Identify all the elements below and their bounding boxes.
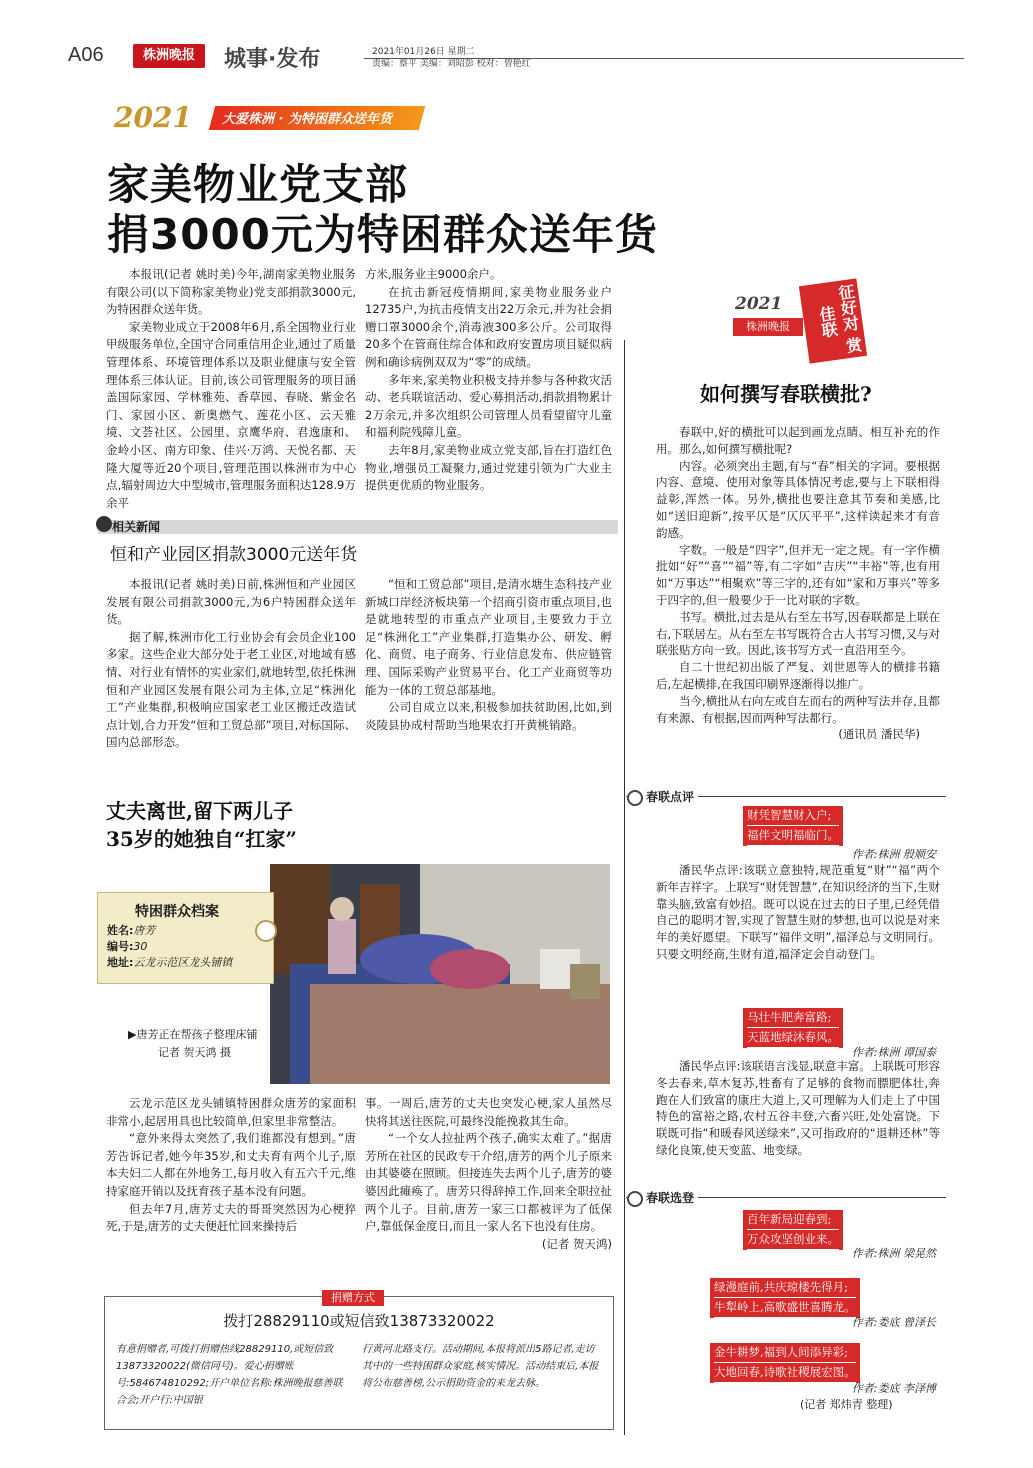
headline-line2: 捐3000元为特困群众送年货 — [107, 210, 658, 259]
couplet-1-author: 作者:株洲 梁晃然 — [851, 1247, 936, 1260]
donation-col1: 有意捐赠者,可拨打捐赠热线28829110,或短信致13873320022(微信同号)。爱心捐赠账号:584674810292;开户单位名称:株洲晚报慈善联合会;开户行:中国银 — [116, 1344, 343, 1406]
card-hole — [255, 920, 277, 942]
select-dot — [627, 1191, 643, 1207]
select-label: 春联选登 — [646, 1191, 695, 1205]
caption-credit: 记者 贺天鸿 摄 — [158, 1046, 231, 1059]
paragraph: 但去年7月,唐芳丈夫的哥哥突然因为心梗猝死,于是,唐芳的丈夫便赶忙回来操持后 — [106, 1201, 356, 1234]
paragraph: 当今,横批从右向左或自左而右的两种写法并存,且都有来源、有根据,因而两种写法都行。 — [656, 693, 940, 725]
related-news-dot — [96, 516, 112, 532]
related-col2 — [365, 576, 612, 734]
couplet-2 — [710, 1278, 860, 1318]
paragraph: 书写。横批,过去是从右至左书写,因春联都是上联在右,下联居左。从右至左书写既符合古人书写习惯,又与对联张贴方向一致。因此,该书写方式一直沿用至今。 — [656, 609, 940, 658]
card-name-label: 姓名: — [107, 924, 134, 937]
donation-main: 拨打28829110或短信致13873320022 — [223, 1312, 495, 1330]
paragraph: 事。一周后,唐芳的丈夫也突发心梗,家人虽然尽快将其送往医院,可最终没能挽救其生命。 — [365, 1096, 612, 1128]
side-logo-year: 2021 — [735, 294, 783, 314]
review-dot — [627, 790, 643, 806]
card-address-label: 地址: — [107, 956, 134, 969]
couplet-line: 牛犁岭上,高歌盛世喜腾龙。 — [714, 1298, 856, 1318]
side-article — [656, 424, 940, 743]
review1-couplet — [743, 806, 843, 846]
main-story-col2 — [365, 266, 612, 495]
donation-label: 捐赠方式 — [322, 1290, 384, 1306]
paragraph: 家美物业成立于2008年6月,系全国物业行业甲级服务单位,全国守合同重信用企业,通过了质量管理体系、环境管理体系以及职业健康与安全管理体系三体认证。目前,该公司管理服务的项目涵盖国际家园、学林雅苑、香草园、春晓、紫金名门、家园小区、新奥燃气、莲花小区、云天雅境、文荟社区、公园里、京鹰华府、君逸康和、金岭小区、南方印象、佳兴·万鸿、天悦名都、天隆大厦等近20个项目,管理范围以株洲市为中心点,辐射周边大中型城市,管理服务面积达128.9万余平 — [106, 319, 356, 510]
couplet-line: 百年新局迎春到; — [747, 1210, 839, 1230]
couplet-3 — [710, 1343, 860, 1383]
side-article-title: 如何撰写春联横批? — [700, 382, 872, 406]
story2-title-line2: 35岁的她独自“扛家” — [106, 827, 297, 851]
card-name-value: 唐芳 — [133, 924, 156, 937]
couplet-line: 天蓝地绿沐春风。 — [747, 1028, 839, 1048]
paragraph: 潘民华点评:该联语言浅显,联意丰富。上联既可形容冬去春来,草木复苏,牲畜有了足够的食物而膘肥体壮,奔跑在人们致富的康庄大道上,又可理解为人们走上了中国特色的富裕之路,农村五谷丰登,六畜兴旺,处处富饶。下联既可指“和暖春风送绿来”,又可指政府的“退耕还林”等绿化良策,使天变蓝、地变绿。 — [656, 1059, 940, 1157]
couplet-3-author: 作者:娄底 李泽博 — [851, 1382, 936, 1395]
select-tag — [627, 1189, 698, 1207]
card-id-label: 编号: — [107, 940, 134, 953]
paragraph: “意外来得太突然了,我们谁都没有想到。”唐芳告诉记者,她今年35岁,和丈夫育有两个儿子,原本夫妇二人都在外地务工,每月收入有五六千元,维持家庭开销以及抚育孩子基本没有问题。 — [106, 1131, 356, 1198]
card-title: 特困群众档案 — [135, 904, 219, 920]
paragraph: 字数。一般是“四字”,但并无一定之规。有一字作横批如“好”“喜”“福”等,有二字如“吉庆”“丰裕”等,也有用如“万事达”“相聚欢”等三字的,还有如“家和万事兴”等多于四字的,但一般要少于一比对联的字数。 — [656, 542, 940, 607]
related-col1 — [106, 576, 356, 752]
story-photo — [270, 864, 610, 1084]
bedroom-photo-illustration — [270, 864, 610, 1084]
side-article-credit: (通讯员 潘民华) — [838, 727, 920, 742]
date-line: 2021年01月26日 星期二 — [372, 47, 475, 57]
headline-line1: 家美物业党支部 — [107, 160, 409, 209]
sidebar-rule — [624, 340, 625, 1435]
review-label: 春联点评 — [646, 790, 695, 804]
paragraph: 据了解,株洲市化工行业协会有会员企业100多家。这些企业大部分处于老工业区,对地域有感情、对行业有情怀的实业家们,就地转型,依托株洲恒和产业园区发展有限公司为主体,立足“株洲化工”产业集群,积极响应国家老工业区搬迁改造试点计划,合力开发“恒和工贸总部”项目,对标国际、国内总部形态。 — [106, 629, 356, 750]
section-title: 城事·发布 — [224, 47, 321, 72]
review1-author: 作者:株洲 殷顺安 — [851, 848, 936, 861]
caption-text: ▶唐芳正在帮孩子整理床铺 — [128, 1028, 258, 1041]
card-name-row — [107, 922, 155, 938]
review2-comment — [656, 1058, 940, 1159]
couplet-1 — [743, 1210, 843, 1250]
card-address-row — [107, 954, 232, 970]
review-tag — [627, 788, 698, 806]
card-address-value: 云龙示范区龙头铺镇 — [133, 956, 233, 969]
donation-col2: 行黄河北路支行。活动期间,本报将派出5路记者,走访其中的一些特困群众家庭,核实情况。活动结束后,本报将公布慈善榜,公示捐助资金的来龙去脉。 — [362, 1344, 599, 1389]
couplet-line: 绿漫庭前,共庆琼楼先得月; — [714, 1278, 856, 1298]
editor-line: 责编：蔡平 美编：刘昭彭 校对：曾艳红 — [372, 59, 531, 69]
photo-caption — [128, 1026, 278, 1062]
review1-comment — [656, 862, 940, 963]
main-story-col1 — [106, 266, 356, 512]
banner-year: 2021 — [114, 101, 192, 134]
story2-credit: (记者 贺天鸿) — [541, 1236, 612, 1251]
paragraph: “恒和工贸总部”项目,是清水塘生态科技产业新城口岸经济板块第一个招商引资市重点项目,也是就地转型的市重点产业项目,主要致力于立足“株洲化工”产业集群,打造集办公、研发、孵化、商贸、电子商务、行业信息发布、供应链管理、国际采购产业贸易平台、化工产业商贸等功能为一体的工贸总部基地。 — [365, 577, 612, 697]
banner-slogan: 大爱株洲 · 为特困群众送年货 — [222, 112, 392, 127]
side-logo-text: 株洲晚报 — [733, 318, 803, 336]
paragraph: 云龙示范区龙头铺镇特困群众唐芳的家面积非常小,起居用具也比较简单,但家里非常整洁。 — [106, 1096, 356, 1128]
editor-credit: (记者 郑炜青 整理) — [800, 1398, 893, 1411]
couplet-line: 金牛耕梦,福到人间添异彩; — [714, 1343, 856, 1363]
paper-logo: 株洲晚报 — [133, 44, 205, 68]
related-news-headline: 恒和产业园区捐款3000元送年货 — [110, 545, 358, 565]
page-number: A06 — [68, 44, 104, 66]
story2-col1 — [106, 1095, 356, 1236]
couplet-2-author: 作者:娄底 曾泽长 — [851, 1316, 936, 1329]
couplet-line: 大地回春,诗歌社稷展宏图。 — [714, 1363, 856, 1383]
paragraph: 内容。必须突出主题,有与“春”相关的字词。要根据内容、意境、使用对象等具体情况考虑,要与上下联相得益彰,浑然一体。另外,横批也要注意其节奏和美感,比如“送旧迎新”,按平仄是“仄仄平平”,这样读起来才有音韵感。 — [656, 458, 940, 540]
related-news-bar — [98, 520, 618, 534]
paragraph: 方米,服务业主9000余户。 — [365, 267, 502, 281]
couplet-line: 万众攻坚创业来。 — [747, 1230, 839, 1250]
story2-title-line1: 丈夫离世,留下两儿子 — [106, 799, 293, 823]
paragraph: 公司自成立以来,积极参加扶贫助困,比如,到炎陵县协成村帮助当地果农打开黄桃销路。 — [365, 700, 612, 732]
couplet-line: 马壮牛肥奔富路; — [747, 1008, 839, 1028]
paragraph: 自二十世纪初出版了严复、刘世恩等人的横排书籍后,左起横排,在我国印刷界逐渐得以推广。 — [656, 660, 940, 691]
paragraph: “一个女人拉扯两个孩子,确实太难了。”据唐芳所在社区的民政专干介绍,唐芳的两个儿子原来由其婆婆在照顾。但接连失去两个儿子,唐芳的婆婆因此瘫痪了。唐芳只得辞掉工作,回来全职拉扯两个儿子。目前,唐芳一家三口都被评为了低保户,靠低保金度日,而且一家人名下也没有住房。 — [365, 1131, 612, 1234]
paragraph: 在抗击新冠疫情期间,家美物业服务业户12735户,为抗击疫情支出22万余元,并为社会捐赠口罩3000余个,消毒液300多公斤。公司取得20多个在管商住综合体和政府安置房项目疑似病例和确诊病例双双为“零”的成绩。 — [365, 284, 612, 369]
card-id-value: 30 — [133, 940, 148, 953]
couplet-line: 福伴文明福临门。 — [747, 826, 839, 846]
couplet-line: 财凭智慧财入户; — [747, 806, 839, 826]
paragraph: 潘民华点评:该联立意独特,规范重复“财”“福”两个新年吉祥字。上联写“财凭智慧”,在知识经济的当下,生财靠头脑,致富有妙招。既可以说在过去的日子里,已经凭借自己的聪明才智,实现了智慧生财的梦想,也可以说是对来年的美好愿望。下联写“福伴文明”,福泽总与文明同行。只要文明经商,生财有道,福泽定会自动登门。 — [656, 863, 940, 961]
related-news-label: 相关新闻 — [112, 520, 161, 534]
review2-author: 作者:株洲 谭国泰 — [851, 1046, 936, 1059]
paragraph: 春联中,好的横批可以起到画龙点睛、相互补充的作用。那么,如何撰写横批呢? — [656, 425, 940, 456]
side-logo-seal: 征好对 赏佳联 — [799, 278, 867, 363]
story2-col2 — [365, 1095, 612, 1253]
paragraph: 去年8月,家美物业成立党支部,旨在打造红色物业,增强员工凝聚力,通过党建引领为广大业主提供更优质的物业服务。 — [365, 442, 612, 493]
card-id-row — [107, 938, 147, 954]
paragraph: 多年来,家美物业积极支持并参与各种救灾活动、老兵联谊活动、爱心募捐活动,捐款捐物累计2万余元,并多次组织公司管理人员看望留守儿童和福利院残障儿童。 — [365, 372, 612, 440]
review2-couplet — [743, 1008, 843, 1048]
paragraph: 本报讯(记者 姚时美)日前,株洲恒和产业园区发展有限公司捐款3000元,为6户特困群众送年货。 — [106, 577, 356, 627]
paragraph: 本报讯(记者 姚时美)今年,湖南家美物业服务有限公司(以下简称家美物业)党支部捐款3000元,为特困群众送年货。 — [106, 267, 356, 317]
